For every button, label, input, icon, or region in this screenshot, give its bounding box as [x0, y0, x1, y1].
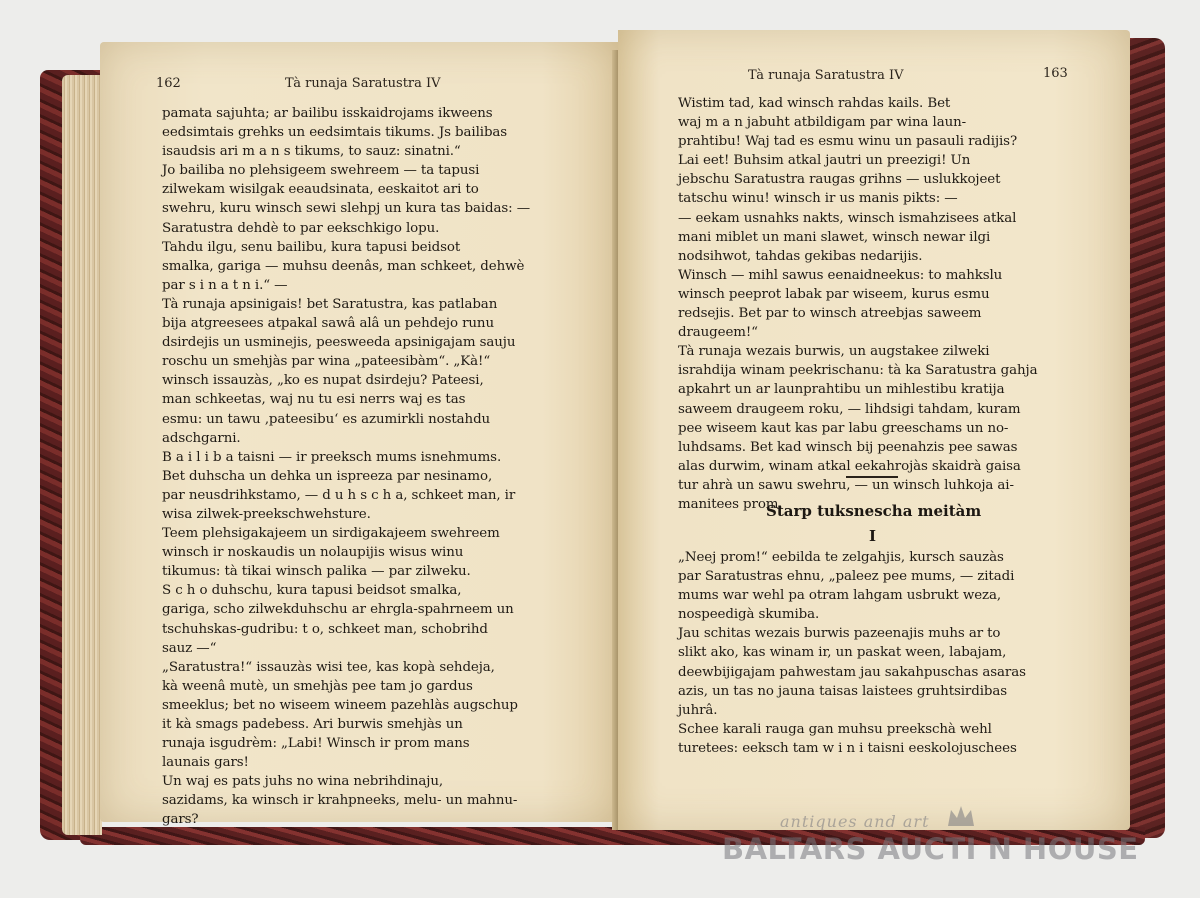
watermark-brand: BALTARS AUCTI N HOUSE [722, 832, 1139, 866]
text-line: zilwekam wisilgak eeaudsinata, eeskaitot ari to [162, 182, 479, 198]
text-line: isaudsis ari m a n s tikums, to sauz: sinatni.“ [162, 144, 461, 160]
text-line: smalka, gariga — muhsu deenâs, man schkeet, dehwè [162, 258, 525, 274]
left-page-number: 162 [156, 76, 181, 91]
right-page-body-bottom [678, 548, 1118, 758]
text-line: smeeklus; bet no wiseem wineem pazehlàs augschup [162, 697, 518, 713]
text-line: slikt ako, kas winam ir, un paskat ween, labajam, [678, 645, 1007, 661]
text-line: it kà smags padebess. Ari burwis smehjàs un [162, 717, 463, 732]
text-line: sazidams, ka winsch ir krahpneeks, melu- un mahnu- [162, 793, 518, 809]
text-line: Bet duhscha un dehka un ispreeza par nesinamo, [162, 468, 493, 484]
text-line: israhdija winam peekrischanu: tà ka Saratustra gahja [678, 363, 1038, 379]
page-edges [62, 75, 102, 835]
text-line: eedsimtais grehks un eedsimtais tikums. Js bailibas [162, 125, 508, 141]
right-page-running-header: Tà runaja Saratustra IV [748, 68, 904, 83]
text-line: — eekam usnahks nakts, winsch ismahzisees atkal [678, 210, 1017, 226]
text-line: pamata sajuhta; ar bailibu isskaidrojams ikweens [162, 106, 493, 121]
text-line: man schkeetas, waj nu tu esi nerrs waj es tas [162, 392, 466, 408]
text-line: prahtibu! Waj tad es esmu winu un pasauli radijis? [678, 134, 1018, 150]
text-line: „Saratustra!“ issauzàs wisi tee, kas kopà sehdeja, [162, 659, 495, 675]
text-line: roschu un smehjàs par wina „pateesibàm“. „Kà!“ [162, 354, 491, 370]
text-line: tur ahrà un sawu swehru, — un winsch luhkoja ai- [678, 477, 1014, 493]
text-line: Wistim tad, kad winsch rahdas kails. Bet [678, 96, 951, 111]
text-line: kà weenâ mutè, un smehjàs pee tam jo gardus [162, 678, 473, 694]
text-line: par Saratustras ehnu, „paleez pee mums, — zitadi [678, 569, 1015, 585]
text-line: Jau schitas wezais burwis pazeenajis muhs ar to [678, 626, 1001, 642]
text-line: waj m a n jabuht atbildigam par wina laun- [678, 115, 967, 131]
text-line: Lai eet! Buhsim atkal jautri un preezigi! Un [678, 153, 971, 169]
section-number: I [869, 527, 877, 545]
text-line: dsirdejis un usminejis, peesweeda apsinigajam sauju [162, 335, 516, 351]
text-line: bija atgreesees atpakal sawâ alâ un pehdejo runu [162, 316, 494, 332]
open-book [40, 30, 1165, 845]
text-line: luhdsams. Bet kad winsch bij peenahzis pee sawas [678, 439, 1018, 455]
right-page-number: 163 [1043, 66, 1068, 81]
text-line: jebschu Saratustra raugas grihns — uslukkojeet [678, 172, 1001, 188]
text-line: draugeem!“ [678, 325, 758, 341]
text-line: Saratustra dehdè to par eekschkigo lopu. [162, 220, 440, 236]
text-line: tikumus: tà tikai winsch palika — par zilweku. [162, 564, 471, 580]
text-line: mani miblet un mani slawet, winsch newar ilgi [678, 229, 991, 245]
text-line: pee wiseem kaut kas par labu greeschams un no- [678, 420, 1009, 436]
text-line: juhrâ. [678, 702, 718, 718]
text-line: tatschu winu! winsch ir us manis pikts: — [678, 191, 958, 207]
text-line: nodsihwot, tahdas gekibas nedarijis. [678, 248, 923, 264]
book-cover-right-edge [1125, 38, 1165, 838]
left-page [100, 42, 620, 828]
text-line: Tahdu ilgu, senu bailibu, kura tapusi beidsot [162, 239, 461, 255]
text-line: Teem plehsigakajeem un sirdigakajeem swehreem [162, 526, 500, 542]
text-line: B a i l i b a taisni — ir preeksch mums isnehmums. [162, 449, 502, 465]
section-title: Starp tuksnescha meitàm [766, 502, 982, 520]
text-line: gariga, scho zilwekduhschu ar ehrgla-spahrneem un [162, 602, 514, 618]
text-line: redsejis. Bet par to winsch atreebjas saweem [678, 306, 982, 322]
right-page-body-top [678, 94, 1118, 514]
text-line: S c h o duhschu, kura tapusi beidsot smalka, [162, 583, 462, 599]
text-line: Tà runaja wezais burwis, un augstakee zilweki [678, 344, 990, 360]
text-line: par neusdrihkstamo, — d u h s c h a, schkeet man, ir [162, 487, 516, 503]
text-line: esmu: un tawu ‚pateesibu‘ es azumirkli nostahdu [162, 411, 491, 427]
text-line: runaja isgudrèm: „Labi! Winsch ir prom mans [162, 736, 470, 752]
text-line: winsch peeprot labak par wiseem, kurus esmu [678, 286, 990, 302]
text-line: Schee karali rauga gan muhsu preekschà wehl [678, 721, 992, 737]
crown-icon [946, 804, 976, 830]
text-line: azis, un tas no jauna taisas laistees gruhtsirdibas [678, 683, 1008, 699]
text-line: Un waj es pats juhs no wina nebrihdinaju, [162, 774, 444, 790]
text-line: sauz —“ [162, 640, 217, 656]
text-line: gars? [162, 812, 199, 828]
auction-watermark [722, 812, 1139, 872]
text-line: Winsch — mihl sawus eenaidneekus: to mahkslu [678, 267, 1003, 283]
text-line: alas durwim, winam atkal eekahrojàs skaidrà gaisa [678, 458, 1021, 474]
section-divider [846, 476, 898, 478]
text-line: winsch issauzàs, „ko es nupat dsirdeju? Pateesi, [162, 373, 484, 389]
text-line: turetees: eeksch tam w i n i taisni eeskolojuschees [678, 740, 1017, 756]
text-line: nospeedigà skumiba. [678, 607, 820, 623]
text-line: saweem draugeem roku, — lihdsigi tahdam, kuram [678, 401, 1021, 417]
left-page-running-header: Tà runaja Saratustra IV [285, 76, 441, 91]
text-line: par s i n a t n i.“ — [162, 277, 288, 293]
right-page [618, 30, 1130, 830]
text-line: wisa zilwek-preekschwehsture. [162, 506, 371, 522]
text-line: Tà runaja apsinigais! bet Saratustra, kas patlaban [162, 296, 498, 312]
text-line: launais gars! [162, 755, 249, 771]
text-line: winsch ir noskaudis un nolaupijis wisus winu [162, 545, 464, 561]
text-line: „Neej prom!“ eebilda te zelgahjis, kursch sauzàs [678, 550, 1004, 565]
text-line: deewbijigajam pahwestam jau sakahpuschas asaras [678, 664, 1026, 680]
text-line: mums war wehl pa otram lahgam usbrukt weza, [678, 588, 1002, 604]
text-line: apkahrt un ar launprahtibu un mihlestibu kratija [678, 382, 1005, 398]
text-line: tschuhskas-gudribu: t o, schkeet man, schobrihd [162, 621, 488, 637]
text-line: manitees prom. [678, 496, 783, 512]
text-line: adschgarni. [162, 430, 241, 446]
watermark-tagline: antiques and art [780, 812, 930, 831]
text-line: swehru, kuru winsch sewi slehpj un kura tas baidas: — [162, 201, 531, 217]
left-page-body [162, 104, 612, 830]
text-line: Jo bailiba no plehsigeem swehreem — ta tapusi [162, 163, 480, 179]
